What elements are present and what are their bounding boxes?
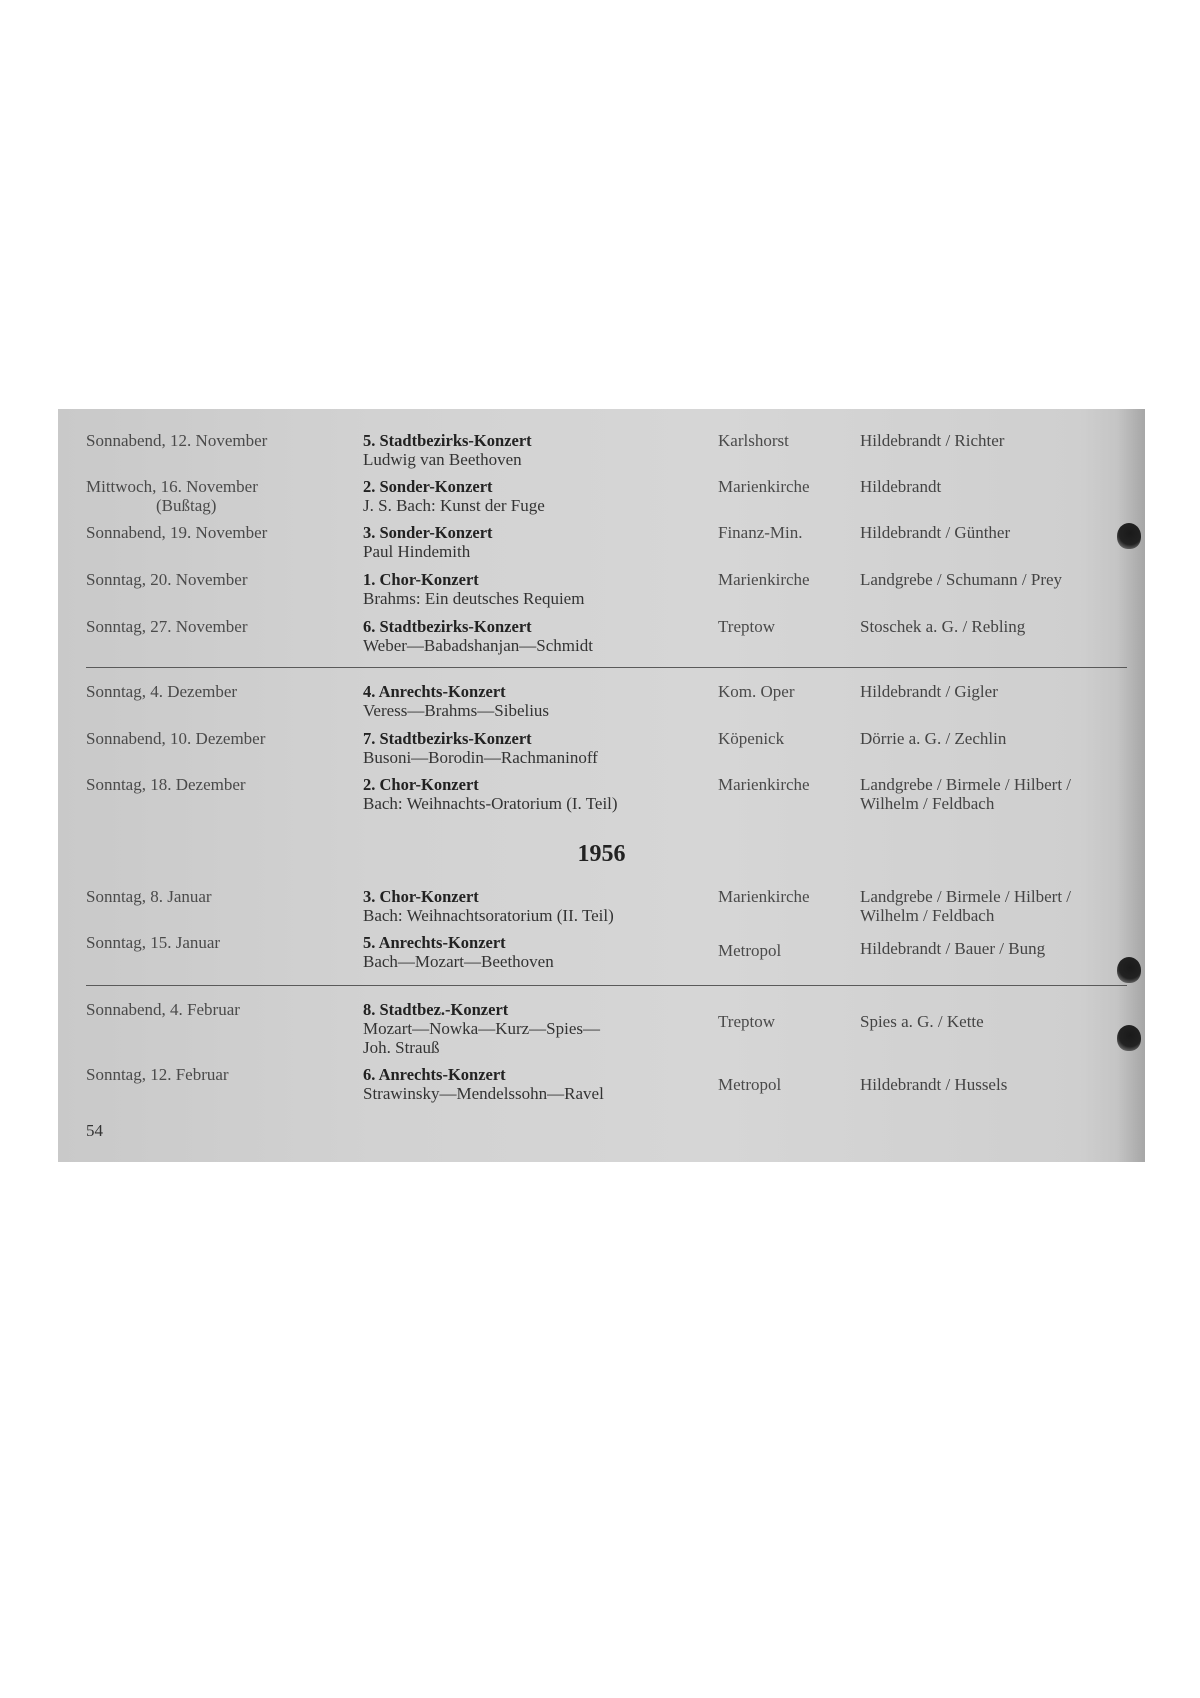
concert-program — [363, 887, 614, 925]
concert-artists: Landgrebe / Schumann / Prey — [860, 570, 1063, 589]
concert-program — [363, 1000, 600, 1057]
page-number: 54 — [86, 1121, 103, 1140]
concert-works: Strawinsky—Mendelssohn—Ravel — [363, 1084, 604, 1103]
concert-venue: Karlshorst — [718, 431, 789, 450]
concert-venue: Köpenick — [718, 729, 785, 748]
concert-title: 6. Anrechts-Konzert — [363, 1065, 506, 1084]
concert-title: 4. Anrechts-Konzert — [363, 682, 506, 701]
concert-works: Weber—Babadshanjan—Schmidt — [363, 636, 593, 655]
concert-program — [363, 617, 593, 655]
concert-program — [363, 682, 549, 720]
concert-program — [363, 775, 618, 813]
concert-date: Sonnabend, 12. November — [86, 431, 268, 450]
concert-title: 7. Stadtbezirks-Konzert — [363, 729, 532, 748]
concert-date: Sonntag, 20. November — [86, 570, 248, 589]
concert-date: Sonntag, 15. Januar — [86, 933, 221, 952]
concert-works: Paul Hindemith — [363, 542, 471, 561]
concert-artists: Hildebrandt / Gigler — [860, 682, 998, 701]
concert-venue: Finanz-Min. — [718, 523, 803, 542]
concert-artists: Dörrie a. G. / Zechlin — [860, 729, 1007, 748]
month-divider — [86, 667, 1127, 668]
concert-venue: Marienkirche — [718, 775, 810, 794]
concert-works: Joh. Strauß — [363, 1038, 440, 1057]
concert-artists: Spies a. G. / Kette — [860, 1012, 984, 1031]
binder-hole — [1117, 957, 1141, 983]
concert-artists: Hildebrandt / Richter — [860, 431, 1005, 450]
concert-title: 5. Stadtbezirks-Konzert — [363, 431, 532, 450]
concert-artists: Landgrebe / Birmele / Hilbert / Wilhelm / Feldbach — [860, 887, 1072, 925]
concert-title: 2. Sonder-Konzert — [363, 477, 493, 496]
concert-date: Sonnabend, 10. Dezember — [86, 729, 266, 748]
concert-works: Ludwig van Beethoven — [363, 450, 522, 469]
binder-hole — [1117, 1025, 1141, 1051]
concert-title: 5. Anrechts-Konzert — [363, 933, 506, 952]
concert-program — [363, 570, 584, 608]
concert-works: Veress—Brahms—Sibelius — [363, 701, 550, 720]
concert-program — [363, 523, 493, 561]
concert-program — [363, 729, 598, 767]
concert-venue: Marienkirche — [718, 570, 810, 589]
concert-venue: Treptow — [718, 1012, 775, 1031]
concert-date: Sonntag, 4. Dezember — [86, 682, 238, 701]
concert-program — [363, 1065, 604, 1103]
concert-artists: Hildebrandt / Bauer / Bung — [860, 939, 1046, 958]
concert-date: Sonnabend, 4. Februar — [86, 1000, 240, 1019]
concert-works: Mozart—Nowka—Kurz—Spies— — [363, 1019, 601, 1038]
concert-works: Bach: Weihnachts-Oratorium (I. Teil) — [363, 794, 618, 813]
concert-date: Sonntag, 18. Dezember — [86, 775, 246, 794]
concert-works: Busoni—Borodin—Rachmaninoff — [363, 748, 598, 767]
concert-artists: Hildebrandt — [860, 477, 942, 496]
concert-program — [363, 431, 532, 469]
binder-hole — [1117, 523, 1141, 549]
month-divider — [86, 985, 1127, 986]
concert-date-note: (Bußtag) — [156, 496, 217, 515]
concert-artists: Hildebrandt / Hussels — [860, 1075, 1008, 1094]
concert-program — [363, 933, 554, 971]
concert-title: 3. Sonder-Konzert — [363, 523, 493, 542]
concert-works: Brahms: Ein deutsches Requiem — [363, 589, 585, 608]
concert-venue: Kom. Oper — [718, 682, 795, 701]
concert-date: Sonntag, 12. Februar — [86, 1065, 229, 1084]
concert-title: 6. Stadtbezirks-Konzert — [363, 617, 532, 636]
concert-title: 2. Chor-Konzert — [363, 775, 479, 794]
concert-venue: Marienkirche — [718, 477, 810, 496]
concert-date: Mittwoch, 16. November (Bußtag) — [86, 477, 258, 515]
concert-venue: Metropol — [718, 941, 782, 960]
concert-title: 8. Stadtbez.-Konzert — [363, 1000, 509, 1019]
concert-title: 1. Chor-Konzert — [363, 570, 479, 589]
concert-works: Bach—Mozart—Beethoven — [363, 952, 554, 971]
concert-title: 3. Chor-Konzert — [363, 887, 479, 906]
concert-works: J. S. Bach: Kunst der Fuge — [363, 496, 545, 515]
concert-date: Sonntag, 8. Januar — [86, 887, 212, 906]
concert-works: Bach: Weihnachtsoratorium (II. Teil) — [363, 906, 614, 925]
concert-artists: Stoschek a. G. / Rebling — [860, 617, 1026, 636]
concert-artists: Landgrebe / Birmele / Hilbert / Wilhelm / Feldbach — [860, 775, 1072, 813]
concert-artists: Hildebrandt / Günther — [860, 523, 1011, 542]
concert-program — [363, 477, 545, 515]
concert-date: Sonntag, 27. November — [86, 617, 248, 636]
concert-venue: Metropol — [718, 1075, 782, 1094]
year-heading: 1956 — [577, 841, 626, 867]
concert-venue: Treptow — [718, 617, 775, 636]
concert-venue: Marienkirche — [718, 887, 810, 906]
concert-date: Sonnabend, 19. November — [86, 523, 268, 542]
scanned-page — [58, 409, 1145, 1162]
